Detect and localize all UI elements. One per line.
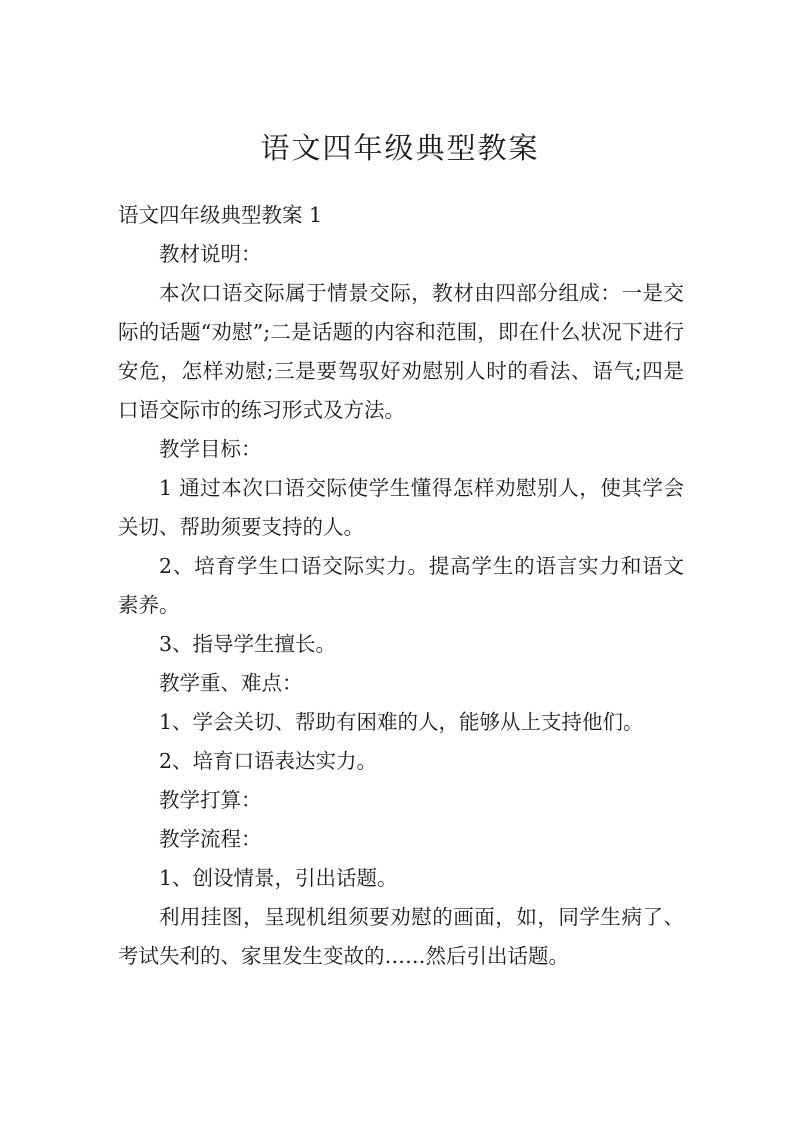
paragraph: 1、创设情景，引出话题。 <box>159 866 398 890</box>
paragraph: 2、培育学生口语交际实力。提高学生的语言实力和语文素养。 <box>118 554 684 617</box>
document-title: 语文四年级典型教案 <box>260 131 540 165</box>
document-body <box>118 196 684 976</box>
paragraph: 本次口语交际属于情景交际，教材由四部分组成：一是交际的话题“劝慰”;二是话题的内容和范围，即在什么状况下进行安危，怎样劝慰;三是要驾驭好劝慰别人时的看法、语气;四是口语交际市的练习形式及方法。 <box>118 281 684 422</box>
paragraph: 教学打算： <box>159 788 262 812</box>
paragraph: 2、培育口语表达实力。 <box>159 749 378 773</box>
paragraph: 1 通过本次口语交际使学生懂得怎样劝慰别人，使其学会关切、帮助须要支持的人。 <box>118 476 684 539</box>
paragraph: 3、指导学生擅长。 <box>159 632 337 656</box>
paragraph: 教学重、难点： <box>159 671 303 695</box>
paragraph: 1、学会关切、帮助有困难的人，能够从上支持他们。 <box>159 710 644 734</box>
paragraph: 利用挂图，呈现机组须要劝慰的画面，如，同学生病了、考试失利的、家里发生变故的……然后引出话题。 <box>118 905 684 968</box>
paragraph: 教学流程： <box>159 827 262 851</box>
section-heading: 语文四年级典型教案 1 <box>118 203 323 227</box>
paragraph: 教学目标： <box>159 437 262 461</box>
paragraph: 教材说明： <box>159 242 262 266</box>
